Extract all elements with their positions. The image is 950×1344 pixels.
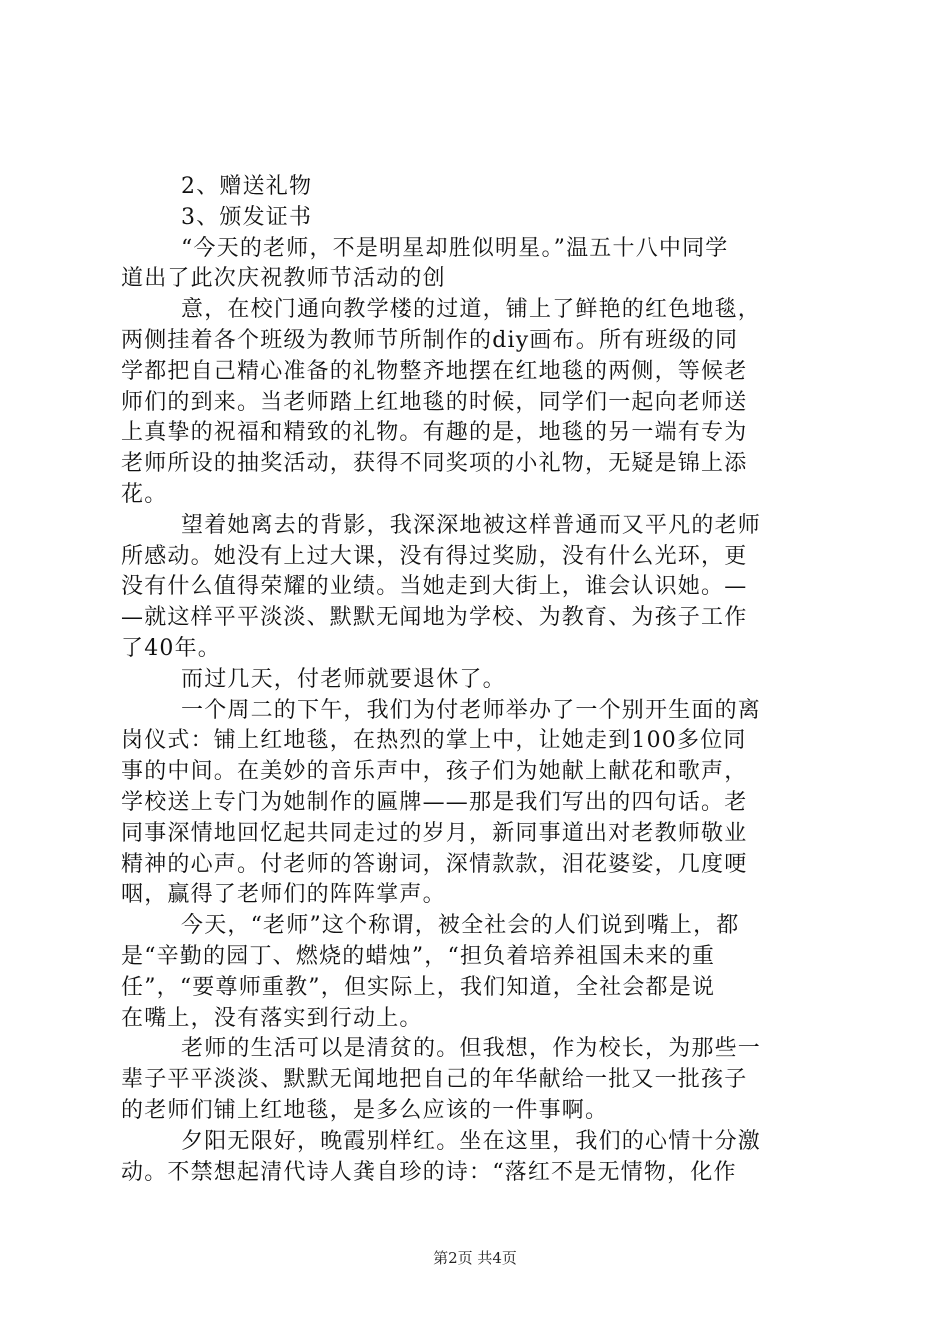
text-line: 学校送上专门为她制作的匾牌——那是我们写出的四句话。老 bbox=[121, 789, 748, 815]
text-line: 岗仪式：铺上红地毯，在热烈的掌上中，让她走到100多位同 bbox=[121, 728, 747, 754]
text-line: 了40年。 bbox=[121, 635, 221, 661]
text-line: 一个周二的下午，我们为付老师举办了一个别开生面的离 bbox=[181, 697, 762, 723]
text-line: 夕阳无限好，晚霞别样红。坐在这里，我们的心情十分激 bbox=[181, 1128, 762, 1154]
text-line: 辈子平平淡淡、默默无闻地把自己的年华献给一批又一批孩子 bbox=[121, 1067, 748, 1093]
text-line: 咽，赢得了老师们的阵阵掌声。 bbox=[121, 882, 446, 908]
text-line: 所感动。她没有上过大课，没有得过奖励，没有什么光环，更 bbox=[121, 543, 748, 569]
text-line: 事的中间。在美妙的音乐声中，孩子们为她献上献花和歌声， bbox=[121, 759, 748, 785]
text-line: 没有什么值得荣耀的业绩。当她走到大街上，谁会认识她。— bbox=[121, 574, 748, 600]
text-line: 动。不禁想起清代诗人龚自珍的诗：“落红不是无情物，化作 bbox=[121, 1159, 737, 1185]
text-line: —就这样平平淡淡、默默无闻地为学校、为教育、为孩子工作 bbox=[121, 605, 748, 631]
text-line: 两侧挂着各个班级为教师节所制作的diy画布。所有班级的同 bbox=[121, 327, 739, 353]
text-line: 今天，“老师”这个称谓，被全社会的人们说到嘴上，都 bbox=[181, 913, 740, 939]
text-line: 3、颁发证书 bbox=[181, 204, 313, 230]
text-line: 2、赠送礼物 bbox=[181, 174, 313, 199]
text-line: 望着她离去的背影，我深深地被这样普通而又平凡的老师 bbox=[181, 512, 762, 538]
text-line: 师们的到来。当老师踏上红地毯的时候，同学们一起向老师送 bbox=[121, 389, 748, 415]
text-line: 任”，“要尊师重教”，但实际上，我们知道，全社会都是说 bbox=[121, 974, 716, 1000]
text-line: 的老师们铺上红地毯，是多么应该的一件事啊。 bbox=[121, 1097, 609, 1123]
text-line: 老师的生活可以是清贫的。但我想，作为校长，为那些一 bbox=[181, 1036, 762, 1062]
text-line: 而过几天，付老师就要退休了。 bbox=[181, 666, 506, 692]
text-line: 老师所设的抽奖活动，获得不同奖项的小礼物，无疑是锦上添 bbox=[121, 451, 748, 477]
text-line: 同事深情地回忆起共同走过的岁月，新同事道出对老教师敬业 bbox=[121, 820, 748, 846]
text-line: 意，在校门通向教学楼的过道，铺上了鲜艳的红色地毯， bbox=[181, 297, 762, 323]
text-line: 花。 bbox=[121, 481, 168, 507]
document-body bbox=[121, 172, 831, 1188]
text-line: 道出了此次庆祝教师节活动的创 bbox=[121, 266, 446, 292]
page-footer: 第2页 共4页 bbox=[433, 1249, 517, 1267]
text-line: “今天的老师，不是明星却胜似明星。”温五十八中同学 bbox=[181, 235, 729, 261]
text-line: 学都把自己精心准备的礼物整齐地摆在红地毯的两侧，等候老 bbox=[121, 358, 748, 384]
text-line: 精神的心声。付老师的答谢词，深情款款，泪花婆娑，几度哽 bbox=[121, 851, 748, 877]
text-line: 上真挚的祝福和精致的礼物。有趣的是，地毯的另一端有专为 bbox=[121, 420, 748, 446]
text-line: 在嘴上，没有落实到行动上。 bbox=[121, 1005, 423, 1031]
text-line: 是“辛勤的园丁、燃烧的蜡烛”，“担负着培养祖国未来的重 bbox=[121, 943, 716, 969]
